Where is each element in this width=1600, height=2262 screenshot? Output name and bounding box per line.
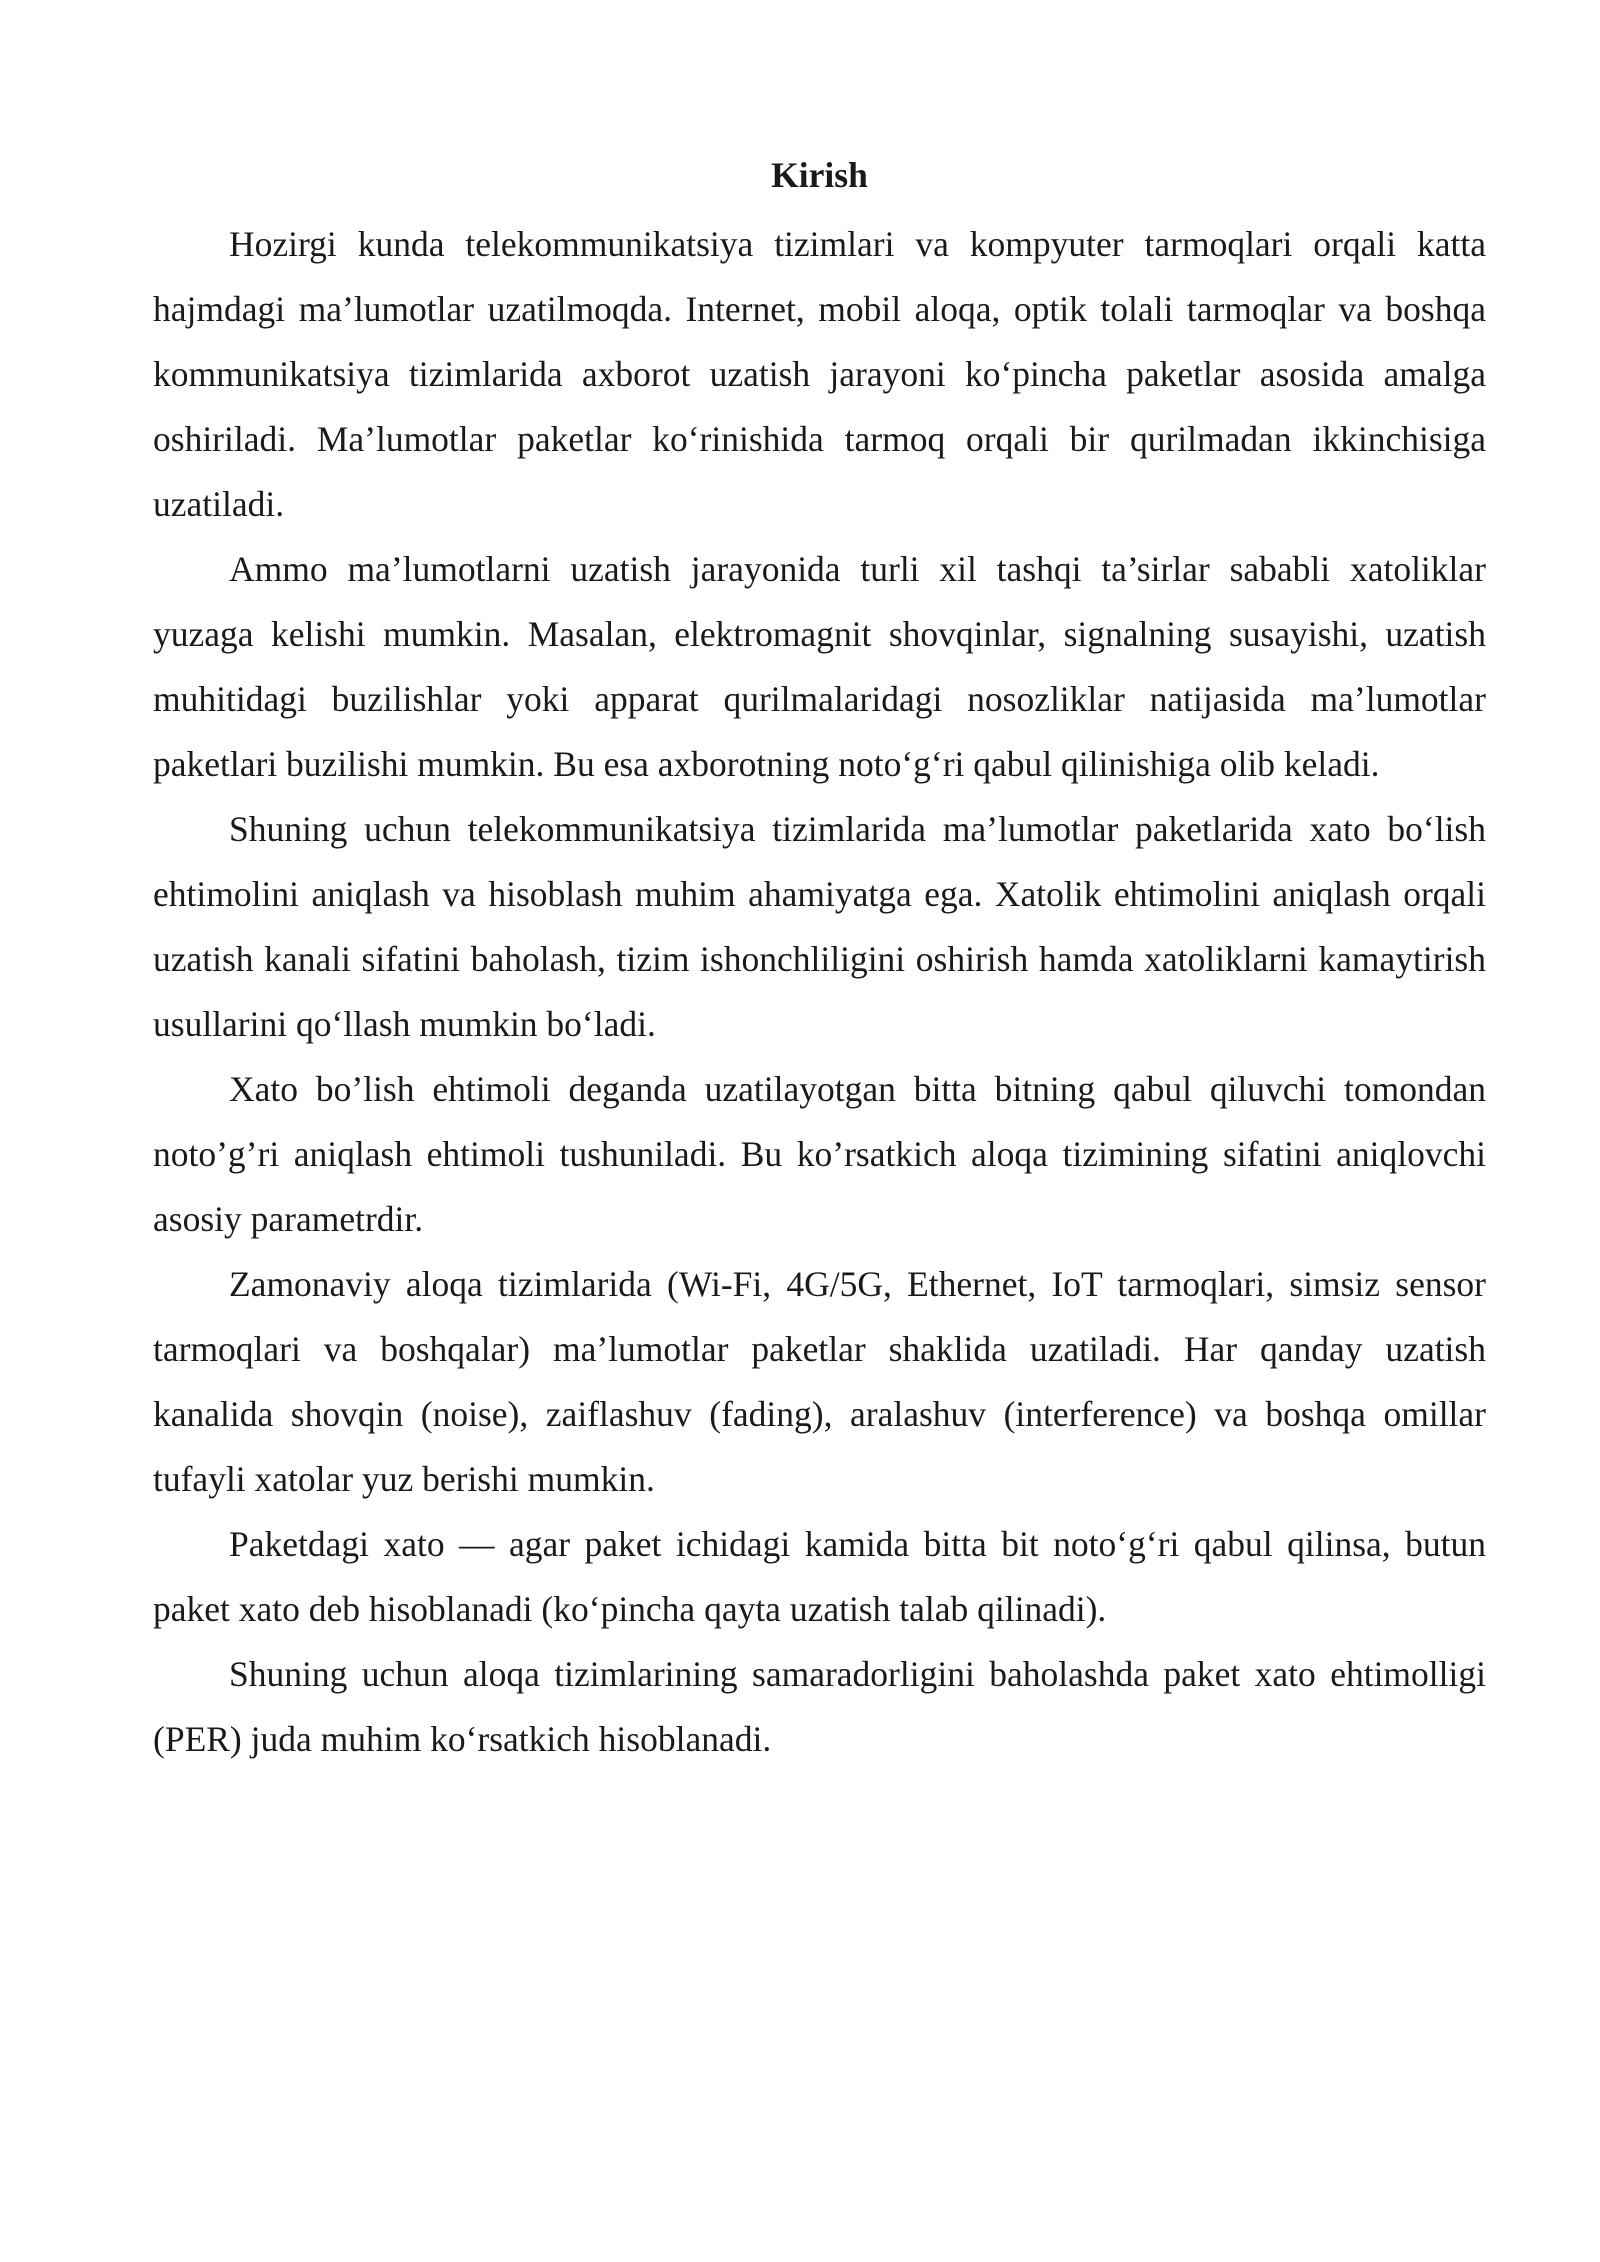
paragraph: Shuning uchun telekommunikatsiya tizimlarida ma’lumotlar paketlarida xato bo‘lish ehtimolini aniqlash va hisoblash muhim ahamiyatga ega. Xatolik ehtimolini aniqlash orqali uzatish kanali sifatini baholash, tizim ishonchliligini oshirish hamda xatoliklarni kamaytirish usullarini qo‘llash mumkin bo‘ladi. (153, 809, 1486, 1044)
paragraph: Zamonaviy aloqa tizimlarida (Wi-Fi, 4G/5G, Ethernet, IoT tarmoqlari, simsiz sensor tarmoqlari va boshqalar) ma’lumotlar paketlar shaklida uzatiladi. Har qanday uzatish kanalida shovqin (noise), zaiflashuv (fading), aralashuv (interference) va boshqa omillar tufayli xatolar yuz berishi mumkin. (153, 1264, 1486, 1499)
paragraph: Shuning uchun aloqa tizimlarining samaradorligini baholashda paket xato ehtimolligi (PER) juda muhim ko‘rsatkich hisoblanadi. (153, 1654, 1486, 1759)
paragraph: Hozirgi kunda telekommunikatsiya tizimlari va kompyuter tarmoqlari orqali katta hajmdagi ma’lumotlar uzatilmoqda. Internet, mobil aloqa, optik tolali tarmoqlar va boshqa kommunikatsiya tizimlarida axborot uzatish jarayoni ko‘pincha paketlar asosida amalga oshiriladi. Ma’lumotlar paketlar ko‘rinishida tarmoq orqali bir qurilmadan ikkinchisiga uzatiladi. (153, 224, 1486, 524)
paragraph: Xato bo’lish ehtimoli deganda uzatilayotgan bitta bitning qabul qiluvchi tomondan noto’g’ri aniqlash ehtimoli tushuniladi. Bu ko’rsatkich aloqa tizimining sifatini aniqlovchi asosiy parametrdir. (153, 1069, 1486, 1239)
paragraph: Paketdagi xato — agar paket ichidagi kamida bitta bit noto‘g‘ri qabul qilinsa, butun paket xato deb hisoblanadi (ko‘pincha qayta uzatish talab qilinadi). (153, 1524, 1486, 1629)
section-heading: Kirish (771, 155, 868, 195)
paragraph: Ammo ma’lumotlarni uzatish jarayonida turli xil tashqi ta’sirlar sababli xatoliklar yuzaga kelishi mumkin. Masalan, elektromagnit shovqinlar, signalning susayishi, uzatish muhitidagi buzilishlar yoki apparat qurilmalaridagi nosozliklar natijasida ma’lumotlar paketlari buzilishi mumkin. Bu esa axborotning noto‘g‘ri qabul qilinishiga olib keladi. (153, 549, 1486, 784)
document-body (153, 148, 1486, 1772)
